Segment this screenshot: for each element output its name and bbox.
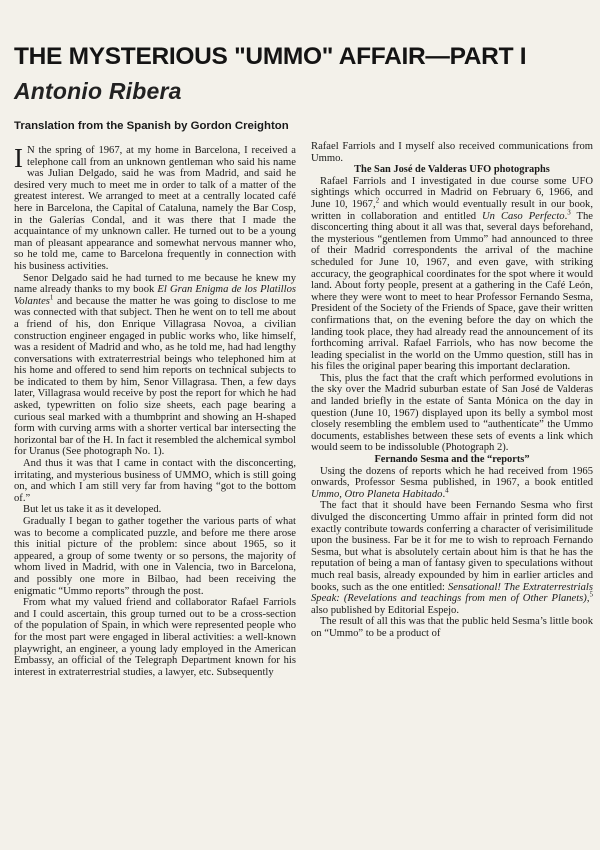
translation-credit: Translation from the Spanish by Gordon Creighton bbox=[14, 120, 289, 132]
author-name: Antonio Ribera bbox=[14, 78, 182, 104]
paragraph: This, plus the fact that the craft which performed evolutions in the sky over the Madrid suburban estate of San José de Valderas and landed briefly in the estate of Santa Mónica on the day in question (June 10, 1967) displayed upon its belly a symbol most closely resembling the emblem used to “authenticate” the Ummo documents, establishes between these sets of events a link which would seem to be indissoluble (Photograph 2). bbox=[311, 372, 593, 454]
paragraph: The result of all this was that the public held Sesma’s little book on “Ummo” to be a product of bbox=[311, 616, 593, 639]
footnote-marker: 1 bbox=[49, 293, 54, 302]
paragraph: But let us take it as it developed. bbox=[23, 504, 162, 516]
drop-cap: I bbox=[14, 143, 23, 173]
book-title: Sensational! The Extraterrestrials Speak: (Revelations and teachings from men of Other Planets) bbox=[311, 581, 593, 605]
book-title: Un Caso Perfecto bbox=[482, 210, 565, 222]
section-heading: The San José de Valderas UFO photographs bbox=[354, 164, 550, 176]
paragraph: And thus it was that I came in contact with the disconcerting, irritating, and mysterious business of UMMO, which is still going on, and which I am still very far from having “got to the bottom of.” bbox=[14, 458, 296, 504]
paragraph: Rafael Farriols and I investigated in due course some UFO sightings which occurred in Madrid on February 6, 1966, and June 10, 1967,$^2$ and which would eventually result in our book, written in collaboration and entitled Un Caso Perfecto.$^3$ The disconcerting thing about it all was that, several days beforehand, the mysterious “gentlemen from Ummo” had announced to three of their Madrid correspondents the arrival of the machine scheduled for June 10, 1967, and even gave, with striking accuracy, the geographical coordinates for the spot where it would land. About forty people, present at a gathering in the Café León, where they were wont to meet to hear Professor Fernando Sesma, President of the Society of the Friends of Space, gave their written confirmations that, on the evening before the day on which the landing took place, they had already read the announcement of its forthcoming arrival. Rafael Farriols, who has now become the leading specialist in the world on the Ummo question, still has in his files the original paper bearing this important declaration. bbox=[311, 175, 593, 373]
book-title: Ummo, Otro Planeta Habitado bbox=[311, 488, 443, 500]
paragraph: Senor Delgado said he had turned to me because he knew my name already thanks to my book El Gran Enigma de los Platillos Volantes$^1$ and because the matter he was going to disclose to me was connected with that subject. Then he went on to tell me about a friend of his, don Enrique Villagrasa Novoa, a civilian construction engineer engaged in public works who, like himself, was a resident of Madrid and who, as he told me, had had lengthy conversations with extraterrestrial beings who telephoned him at his home and offered to send him reports on technical subjects to be indicated to them by him, Senor Villagrasa. Then, a few days later, Villagrasa would receive by post the report for which he had asked, typewritten on folio size sheets, each page bearing a curious seal marked with a thumbprint and showing an H-shaped form with curving arms with a shorter vertical bar intersecting the horizontal bar of the H. In fact it resembled the alchemical symbol for Uranus (See photograph No. 1). bbox=[14, 272, 296, 458]
paragraph: Gradually I began to gather together the various parts of what was to become a complicated puzzle, and before me there arose this initial picture of the problem: since about 1965, so it appeared, a group of some twenty or so persons, the majority of whom lived in Madrid, with one in Valencia, two in Barcelona, and possibly one more in Bilbao, had been receiving the enigmatic “Ummo reports” through the post. bbox=[14, 516, 296, 597]
footnote-marker: 2 bbox=[375, 196, 380, 205]
left-column bbox=[14, 145, 296, 678]
paragraph: Rafael Farriols and I myself also received communications from Ummo. bbox=[311, 141, 593, 164]
footnote-marker: 5 bbox=[589, 590, 593, 599]
paragraph: Using the dozens of reports which he had received from 1965 onwards, Professor Sesma published, in 1967, a book entitled Ummo, Otro Planeta Habitado.$^4$ bbox=[311, 465, 593, 500]
footnote-marker: 3 bbox=[567, 208, 571, 217]
paragraph: I N the spring of 1967, at my home in Barcelona, I received a telephone call from an unknown gentleman who said his name was Julian Delgado, said he was from Madrid, and said he desired very much to meet me in order to talk of a matter of the greatest interest. We arranged to meet at a centrally located café here in Barcelona, the Capital of Cataluna, namely the Bar Cosp, in the Galerías Condal, and it was there that I made the acquaintance of my unknown caller. He turned out to be a young man of pleasant appearance and somewhat nervous manner who, so he told me, came to Barcelona frequently in connection with his business activities. bbox=[14, 143, 296, 272]
section-heading: Fernando Sesma and the “reports” bbox=[374, 454, 530, 466]
footnote-marker: 4 bbox=[445, 486, 449, 495]
article-title: THE MYSTERIOUS "UMMO" AFFAIR—PART I bbox=[14, 43, 527, 70]
book-title: El Gran Enigma de los Platillos Volantes bbox=[14, 284, 296, 307]
right-column bbox=[311, 141, 593, 640]
paragraph: The fact that it should have been Fernando Sesma who first divulged the disconcerting Ummo affair in printed form did not exactly contribute towards conferring a character of verisimilitude upon the business. Far be it for me to wish to reproach Fernando Sesma, but what is absolutely certain about him is that he has the reputation of being a man of fantasy given to speculations without much real basis, already expounded by him in earlier articles and books, such as the one entitled: Sensational! The Extraterrestrials Speak: (Revelations and teachings from men of Other Planets),$^5$ also published by Editorial Espejo. bbox=[311, 500, 593, 616]
paragraph: From what my valued friend and collaborator Rafael Farriols and I could ascertain, this group turned out to be a cross-section of the population of Spain, in which were represented people who for the most part were engaged in liberal activities: a well-known playwright, an engineer, a young lady employed in the American Embassy, an official of the Telegraph Department known for his interest in extraterrestrial studies, a lawyer, etc. Subsequently bbox=[14, 597, 296, 678]
